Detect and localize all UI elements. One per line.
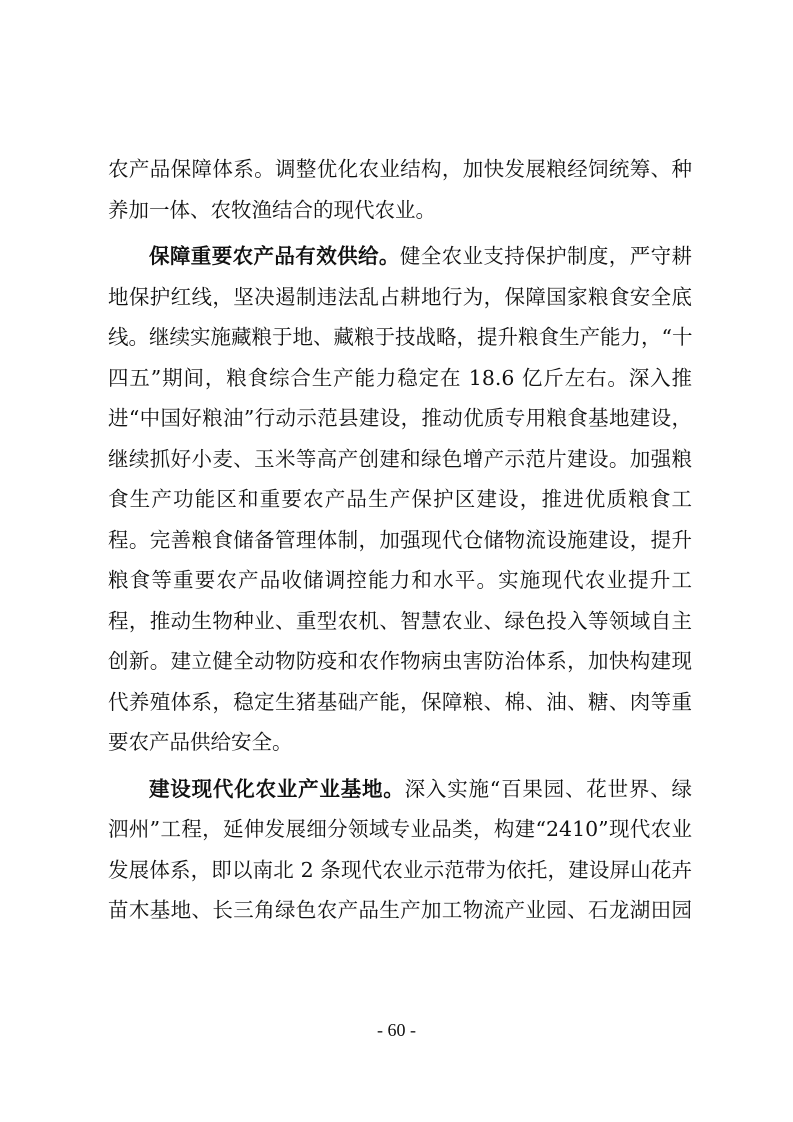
text-line: 创新。建立健全动物防疫和农作物病虫害防治体系，加快构建现 xyxy=(108,649,692,673)
text-line: 四五”期间，粮食综合生产能力稳定在 18.6 亿斤左右。深入推 xyxy=(108,365,692,390)
text-line: 发展体系，即以南北 2 条现代农业示范带为依托，建设屏山花卉 xyxy=(108,857,692,882)
text-line: 程。完善粮食储备管理体制，加强现代仓储物流设施建设，提升 xyxy=(108,527,692,552)
text-line: 地保护红线，坚决遏制违法乱占耕地行为，保障国家粮食安全底 xyxy=(108,284,692,309)
paragraph-first-line xyxy=(108,236,692,277)
paragraph-heading: 建设现代化农业产业基地。 xyxy=(149,776,405,801)
text-line: 农产品保障体系。调整优化农业结构，加快发展粮经饲统筹、种 xyxy=(108,157,692,181)
text-line: 苗木基地、长三角绿色农产品生产加工物流产业园、石龙湖田园 xyxy=(108,898,692,922)
text-run: 健全农业支持保护制度，严守耕 xyxy=(399,244,693,268)
page-number: - 60 - xyxy=(377,1020,416,1040)
text-line: 程，推动生物种业、重型农机、智慧农业、绿色投入等领域自主 xyxy=(108,608,692,633)
paragraph-first-line xyxy=(108,769,692,810)
text-line: 泗州”工程，延伸发展细分领域专业品类，构建“2410”现代农业 xyxy=(108,817,692,841)
body-text xyxy=(108,149,692,931)
text-line: 粮食等重要农产品收储调控能力和水平。实施现代农业提升工 xyxy=(108,568,692,592)
text-line: 要农产品供给安全。 xyxy=(108,730,293,754)
paragraph-heading: 保障重要农产品有效供给。 xyxy=(149,244,400,268)
text-run: 深入实施“百果园、花世界、绿 xyxy=(404,776,692,801)
text-line: 线。继续实施藏粮于地、藏粮于技战略，提升粮食生产能力，“十 xyxy=(108,325,693,349)
text-line: 代养殖体系，稳定生猪基础产能，保障粮、棉、油、糖、肉等重 xyxy=(108,689,692,714)
text-line: 养加一体、农牧渔结合的现代农业。 xyxy=(108,197,436,222)
text-line: 食生产功能区和重要农产品生产保护区建设，推进优质粮食工 xyxy=(108,487,692,511)
text-line: 继续抓好小麦、玉米等高产创建和绿色增产示范片建设。加强粮 xyxy=(108,446,692,471)
text-line: 进“中国好粮油”行动示范县建设，推动优质专用粮食基地建设， xyxy=(108,406,692,430)
